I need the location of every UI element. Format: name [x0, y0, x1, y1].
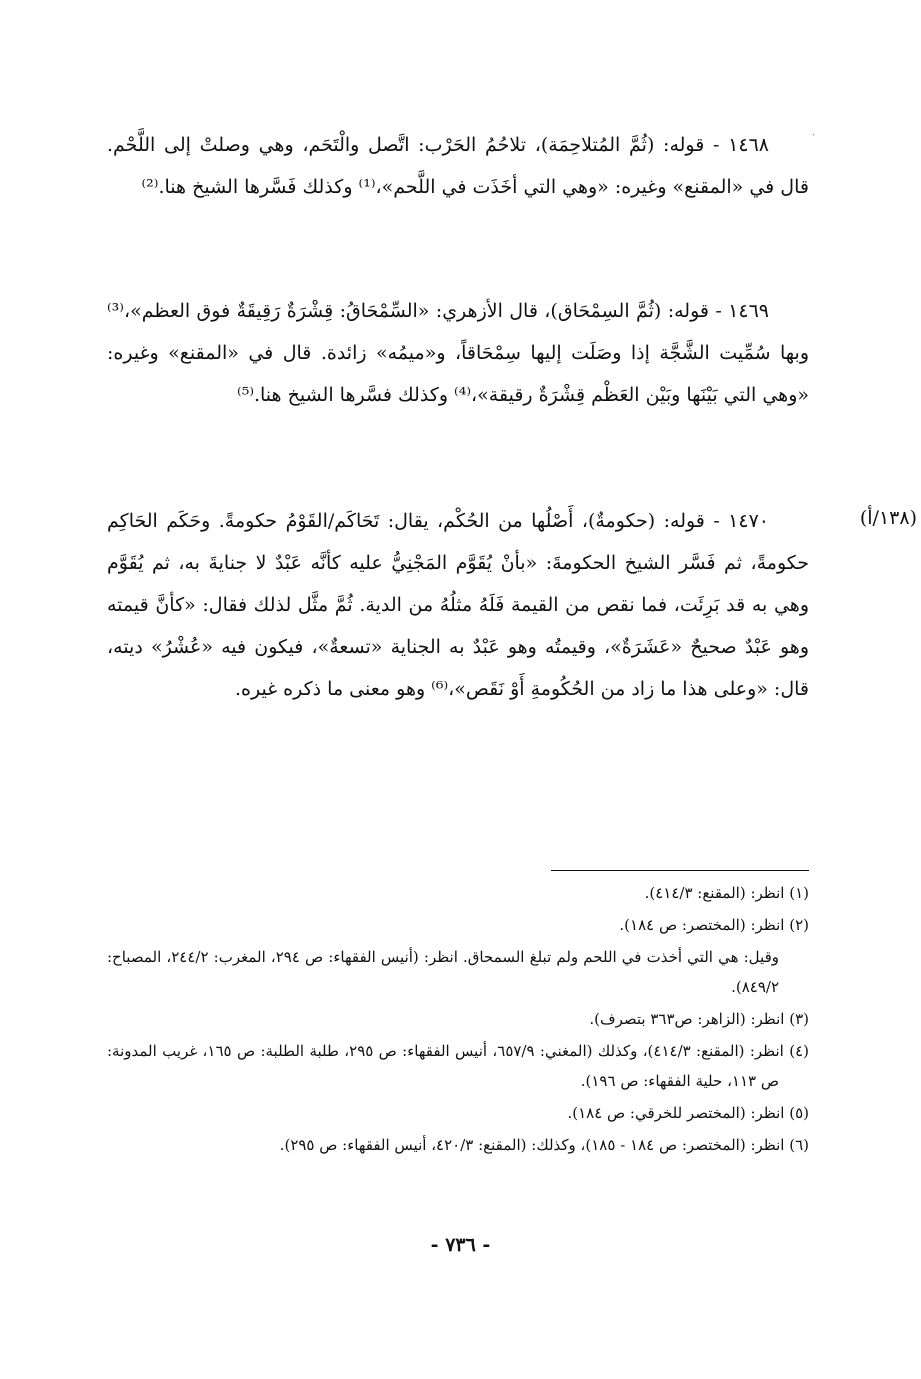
scan-speck: ˎ	[812, 125, 816, 136]
footnote-2-continuation	[107, 942, 809, 1002]
footnote-4	[107, 1036, 809, 1096]
footnote-text: انظر: (الزاهر: ص٣٦٣ بتصرف).	[589, 1010, 785, 1028]
paragraph-1469: ١٤٦٩ - قوله: (ثُمَّ السِمْحَاق)، قال الأزهري: «السِّمْحَاقُ: قِشْرَةٌ رَقِيقَةٌ فوق العظم»،⁽³⁾ وبها سُمِّيت الشَّجَّة إذا وصَلَت إليها سِمْحَاقاً، و«ميمُه» زائدة. قال في «المقنع» وغيره: «وهي التي بَيْنَها وبَيْن العَظْم قِشْرَةٌ رقيقة»،⁽⁴⁾ وكذلك فسَّرها الشيخ هنا.⁽⁵⁾	[107, 300, 809, 406]
footnote-text: انظر: (المختصر: ص ١٨٤ - ١٨٥)، وكذلك: (المقنع: ٤٢٠/٣، أنيس الفقهاء: ص ٢٩٥).	[279, 1136, 785, 1154]
footnote-text: انظر: (المقنع: ٤١٤/٣).	[644, 884, 785, 902]
manuscript-folio-reference: (١٣٨/أ)	[859, 507, 917, 529]
footnote-3	[107, 1004, 809, 1034]
footnote-number: (٦)	[789, 1136, 809, 1154]
footnote-number: (٣)	[789, 1010, 809, 1028]
footnotes-section	[107, 878, 809, 1162]
footnote-number: (٥)	[789, 1104, 809, 1122]
footnote-text: انظر: (المختصر: ص ١٨٤).	[619, 916, 785, 934]
main-text-block-1469	[107, 290, 809, 416]
paragraph-1470: ١٤٧٠ - قوله: (حكومةٌ)، أَصْلُها من الحُكْم، يقال: تَحَاكَم/القَوْمُ حكومةً. وحَكَم الحَاكِم حكومةً، ثم فَسَّر الشيخ الحكومةَ: «بأنْ يُقَوَّم المَجْنِيُّ عليه كأنَّه عَبْدٌ لا جنايةَ به، ثم يُقَوَّم وهي به قد بَرِئَت، فما نقص من القيمة فَلَهُ مثلُهُ من الدية. ثُمَّ مثَّل لذلك فقال: «كأنَّ قيمته وهو عَبْدٌ صحيحٌ «عَشَرَةٌ»، وقيمتُه وهو عَبْدٌ به الجناية «تسعةٌ»، فيكون فيه «عُشْرُ» ديته، قال: «وعلى هذا ما زاد من الحُكُومةِ أَوْ نَقَص»،⁽⁶⁾ وهو معنى ما ذكره غيره.	[107, 510, 809, 700]
footnote-5	[107, 1098, 809, 1128]
main-text-block-1468	[107, 124, 809, 208]
footnote-6	[107, 1130, 809, 1160]
footnote-text: وقيل: هي التي أخذت في اللحم ولم تبلغ السمحاق. انظر: (أنيس الفقهاء: ص ٢٩٤، المغرب: ٢٤٤/٢، المصباح: ٨٤٩/٢).	[107, 948, 779, 996]
footnote-1	[107, 878, 809, 908]
footnote-separator-line	[551, 870, 809, 871]
footnote-text: انظر: (المختصر للخرقي: ص ١٨٤).	[567, 1104, 785, 1122]
footnote-2	[107, 910, 809, 940]
footnote-number: (١)	[789, 884, 809, 902]
page-number: - ٧٣٦ -	[430, 1234, 491, 1256]
footnote-number: (٢)	[789, 916, 809, 934]
main-text-block-1470	[107, 500, 809, 710]
footnote-text: انظر: (المقنع: ٤١٤/٣)، وكذلك (المغني: ٦٥٧/٩، أنيس الفقهاء: ص ٢٩٥، طلبة الطلبة: ص ١٦٥، غريب المدونة: ص ١١٣، حلية الفقهاء: ص ١٩٦).	[107, 1042, 784, 1090]
footnote-number: (٤)	[789, 1042, 809, 1060]
paragraph-1468: ١٤٦٨ - قوله: (ثُمَّ المُتلاحِمَة)، تلاحُمُ الحَرْب: اتَّصل والْتَحَم، وهي وصلتْ إلى اللَّحْم. قال في «المقنع» وغيره: «وهي التي أخَذَت في اللَّحم»،⁽¹⁾ وكذلك فَسَّرها الشيخ هنا.⁽²⁾	[107, 134, 809, 198]
